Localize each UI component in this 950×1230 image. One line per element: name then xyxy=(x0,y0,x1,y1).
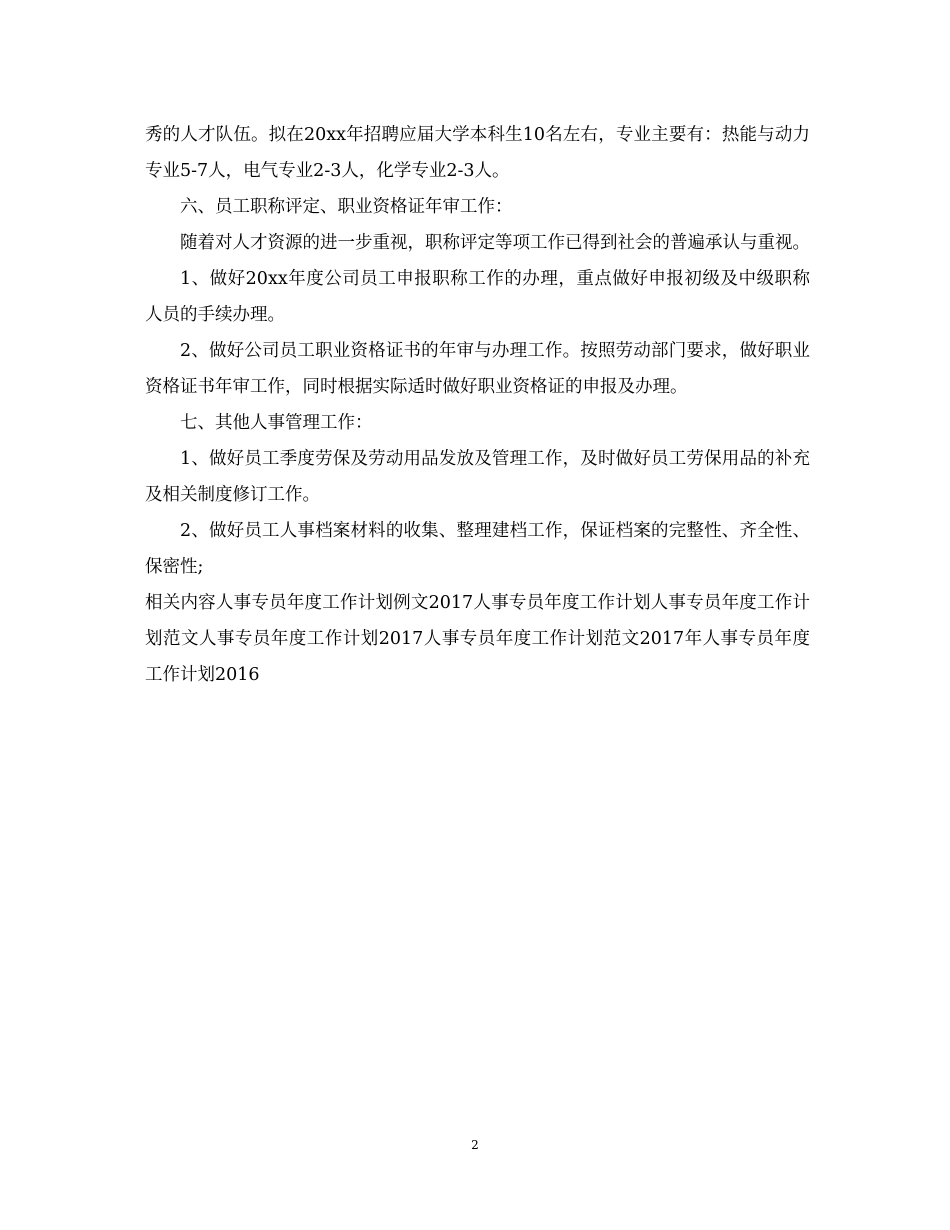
page-body xyxy=(145,117,810,693)
list-item: 2、做好员工人事档案材料的收集、整理建档工作，保证档案的完整性、齐全性、保密性; xyxy=(145,521,810,577)
paragraph-continuation: 秀的人才队伍。拟在20xx年招聘应届大学本科生10名左右，专业主要有：热能与动力专业5-7人，电气专业2-3人，化学专业2-3人。 xyxy=(145,125,810,181)
list-item: 1、做好员工季度劳保及劳动用品发放及管理工作，及时做好员工劳保用品的补充及相关制度修订工作。 xyxy=(145,449,810,505)
section-heading-six: 六、员工职称评定、职业资格证年审工作： xyxy=(180,197,513,217)
page-number: 2 xyxy=(471,1138,479,1152)
list-item: 2、做好公司员工职业资格证书的年审与办理工作。按照劳动部门要求，做好职业资格证书年审工作，同时根据实际适时做好职业资格证的申报及办理。 xyxy=(145,341,810,397)
related-content: 相关内容人事专员年度工作计划例文2017人事专员年度工作计划人事专员年度工作计划范文人事专员年度工作计划2017人事专员年度工作计划范文2017年人事专员年度工作计划2016 xyxy=(145,593,810,685)
list-item: 1、做好20xx年度公司员工申报职称工作的办理，重点做好申报初级及中级职称人员的手续办理。 xyxy=(145,269,810,325)
section-heading-seven: 七、其他人事管理工作： xyxy=(180,413,373,433)
paragraph: 随着对人才资源的进一步重视，职称评定等项工作已得到社会的普遍承认与重视。 xyxy=(180,233,810,253)
